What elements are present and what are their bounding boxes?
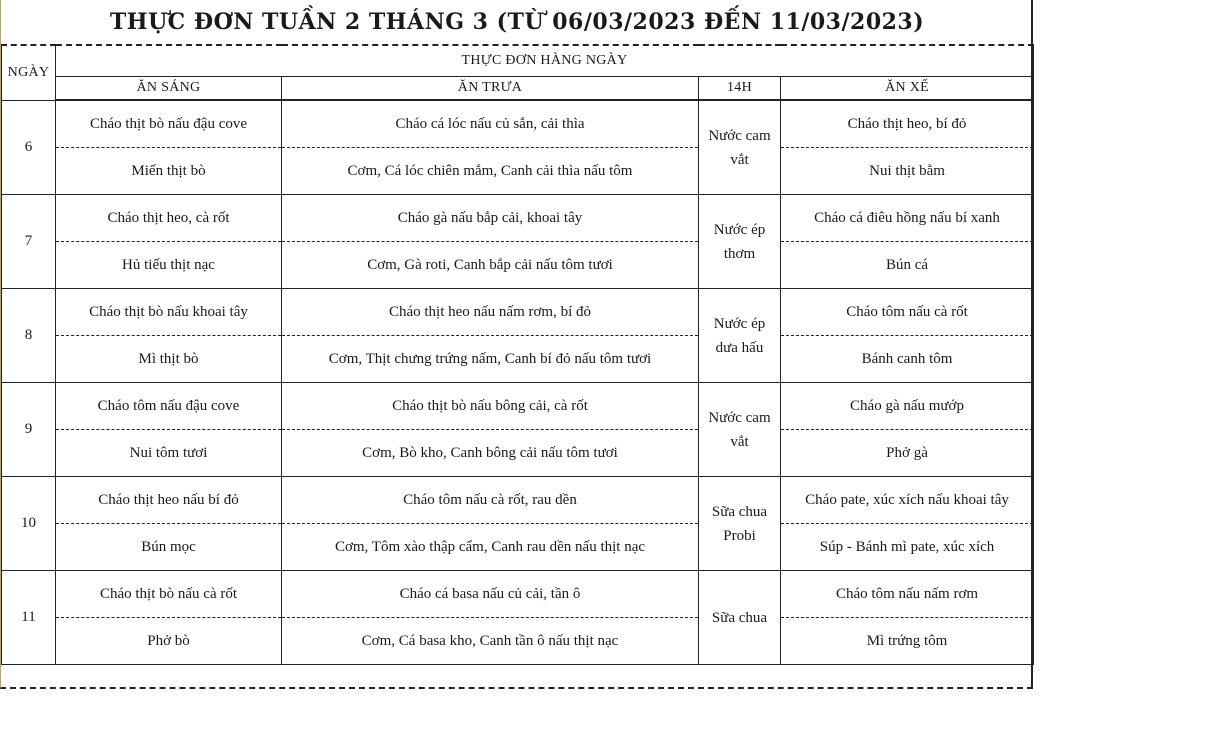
- lunch-option: Cháo gà nấu bắp cải, khoai tây: [282, 195, 699, 242]
- breakfast-option: Bún mọc: [56, 524, 282, 571]
- table-row: [2, 148, 1034, 195]
- drink-cell: [699, 100, 781, 195]
- menu-body: [2, 100, 1034, 665]
- lunch-option: Cơm, Cá basa kho, Canh tần ô nấu thịt nạc: [282, 618, 699, 665]
- drink-line: Sữa chua: [711, 609, 768, 626]
- afternoon-option: Phở gà: [781, 430, 1034, 477]
- breakfast-option: Phở bò: [56, 618, 282, 665]
- drink-line: Probi: [723, 527, 756, 544]
- table-row: [2, 618, 1034, 665]
- drink-line: Sữa chua: [711, 503, 768, 520]
- breakfast-option: Cháo thịt heo, cà rốt: [56, 195, 282, 242]
- day-number: 11: [2, 571, 56, 665]
- lunch-option: Cơm, Thịt chưng trứng nấm, Canh bí đỏ nấu tôm tươi: [282, 336, 699, 383]
- lunch-option: Cơm, Tôm xào thập cẩm, Canh rau dền nấu thịt nạc: [282, 524, 699, 571]
- table-row: [2, 571, 1034, 618]
- breakfast-option: Mì thịt bò: [56, 336, 282, 383]
- breakfast-option: Cháo thịt bò nấu khoai tây: [56, 289, 282, 336]
- afternoon-option: Cháo pate, xúc xích nấu khoai tây: [781, 477, 1034, 524]
- page-title: THỰC ĐƠN TUẦN 2 THÁNG 3 (TỪ 06/03/2023 ĐẾN 11/03/2023): [109, 9, 925, 35]
- drink-line: vắt: [730, 151, 749, 168]
- drink-cell: [699, 477, 781, 571]
- breakfast-option: Cháo thịt bò nấu đậu cove: [56, 100, 282, 148]
- table-row: [2, 242, 1034, 289]
- day-number: 8: [2, 289, 56, 383]
- drink-line: Nước ép: [713, 221, 766, 238]
- table-row: [2, 430, 1034, 477]
- afternoon-option: Cháo cá điêu hồng nấu bí xanh: [781, 195, 1034, 242]
- breakfast-option: Cháo thịt heo nấu bí đỏ: [56, 477, 282, 524]
- drink-line: thơm: [723, 245, 756, 262]
- header-snack-time: 14H: [699, 77, 781, 101]
- drink-line: Nước cam: [708, 127, 771, 144]
- afternoon-option: Cháo gà nấu mướp: [781, 383, 1034, 430]
- table-row: [2, 383, 1034, 430]
- afternoon-option: Mì trứng tôm: [781, 618, 1034, 665]
- drink-cell: [699, 195, 781, 289]
- table-row: [2, 477, 1034, 524]
- breakfast-option: Nui tôm tươi: [56, 430, 282, 477]
- drink-line: Nước ép: [713, 315, 766, 332]
- lunch-option: Cơm, Gà roti, Canh bắp cải nấu tôm tươi: [282, 242, 699, 289]
- day-number: 6: [2, 100, 56, 195]
- drink-cell: [699, 289, 781, 383]
- afternoon-option: Bánh canh tôm: [781, 336, 1034, 383]
- day-number: 9: [2, 383, 56, 477]
- drink-line: vắt: [730, 433, 749, 450]
- lunch-option: Cháo tôm nấu cà rốt, rau dền: [282, 477, 699, 524]
- drink-cell: [699, 571, 781, 665]
- table-row: [2, 336, 1034, 383]
- lunch-option: Cơm, Cá lóc chiên mắm, Canh cải thìa nấu tôm: [282, 148, 699, 195]
- header-day: NGÀY: [2, 45, 56, 100]
- header-daily-menu: THỰC ĐƠN HÀNG NGÀY: [56, 45, 1034, 77]
- drink-line: Nước cam: [708, 409, 771, 426]
- lunch-option: Cơm, Bò kho, Canh bông cải nấu tôm tươi: [282, 430, 699, 477]
- afternoon-option: Bún cá: [781, 242, 1034, 289]
- drink-line: dưa hấu: [715, 339, 764, 356]
- lunch-option: Cháo thịt heo nấu nấm rơm, bí đỏ: [282, 289, 699, 336]
- table-row: [2, 524, 1034, 571]
- breakfast-option: Cháo tôm nấu đậu cove: [56, 383, 282, 430]
- table-row: [2, 195, 1034, 242]
- afternoon-option: Nui thịt bằm: [781, 148, 1034, 195]
- afternoon-option: Cháo tôm nấu nấm rơm: [781, 571, 1034, 618]
- lunch-option: Cháo thịt bò nấu bông cải, cà rốt: [282, 383, 699, 430]
- day-number: 7: [2, 195, 56, 289]
- lunch-option: Cháo cá lóc nấu củ sắn, cải thìa: [282, 100, 699, 148]
- table-row: [2, 100, 1034, 148]
- breakfast-option: Miến thịt bò: [56, 148, 282, 195]
- header-afternoon-snack: ĂN XẾ: [781, 77, 1034, 101]
- day-number: 10: [2, 477, 56, 571]
- header-breakfast: ĂN SÁNG: [56, 77, 282, 101]
- afternoon-option: Súp - Bánh mì pate, xúc xích: [781, 524, 1034, 571]
- table-row: [2, 289, 1034, 336]
- breakfast-option: Cháo thịt bò nấu cà rốt: [56, 571, 282, 618]
- afternoon-option: Cháo thịt heo, bí đỏ: [781, 100, 1034, 148]
- afternoon-option: Cháo tôm nấu cà rốt: [781, 289, 1034, 336]
- lunch-option: Cháo cá basa nấu củ cải, tần ô: [282, 571, 699, 618]
- drink-cell: [699, 383, 781, 477]
- breakfast-option: Hủ tiếu thịt nạc: [56, 242, 282, 289]
- header-lunch: ĂN TRƯA: [282, 77, 699, 101]
- menu-table: [1, 44, 1034, 665]
